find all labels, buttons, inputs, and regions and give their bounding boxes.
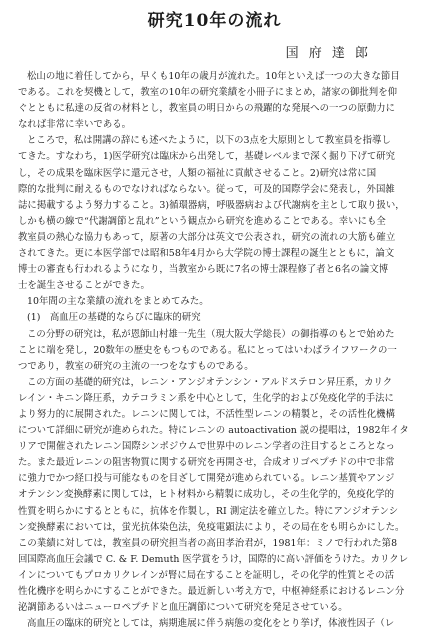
paragraph-line: に強力でかつ経口投与可能なものを目ざして開発が進められている。レニン基質やアンジ (18, 473, 395, 485)
paragraph-line: 性化機序を明らかにすることができた。最近新しい考え方で，中枢神経系におけるレニン分 (18, 586, 405, 597)
paragraph-line: この業績に対しては，教室員の研究担当者の高田孝治君が，1981年：ミノで行われた第8 (18, 537, 398, 549)
paragraph-line: 士を誕生させることができた。 (18, 280, 150, 292)
paragraph-line: この分野の研究は，私が恩師山村雄一先生（現大阪大学総長）の御指導のもとで始めた (27, 328, 395, 340)
paragraph-line: 松山の地に着任してから，早くも10年の歳月が流れた。10年といえば一つの大きな節目 (27, 71, 400, 82)
paragraph-line: レイン・キニン降圧系，カテコラミン系を中心として，生化学的および免疫化学的手法に (18, 392, 394, 404)
section-heading: (1) 高血圧の基礎的ならびに臨床的研究 (27, 312, 201, 324)
author-name: 国 府 達 郎 (285, 46, 371, 61)
paragraph-line: この方面の基礎的研究は，レニン・アンジオテンシン・アルドステロン昇圧系，カリク (27, 376, 393, 388)
paragraph-line: つであり，教室の研究の主流の一つをなすものである。 (18, 360, 254, 372)
paragraph-line: 10年間の主な業績の流れをまとめてみた。 (27, 296, 209, 308)
body-text (18, 69, 414, 632)
paragraph-line: されてきた。更に本医学部では昭和58年4月から大学院の博士課程の誕生とともに，論文 (18, 248, 395, 260)
paragraph-line: オテンシン変換酵素に関しては，ヒト材料から精製に成功し，その生化学的，免疫化学的 (18, 489, 395, 501)
paragraph-line: ン変換酵素においては，蛍光抗体染色法，免疫電顕法により，その局在をも明らかにした。 (18, 521, 405, 533)
paragraph-line: である。これを契機として，教室の10年の研究業績を小冊子にまとめ，諸家の御批判を仰 (18, 87, 398, 99)
paragraph-line: 回国際高血圧会議で C. & F. Demuth 医学賞をうけ，国際的に高い評価をうけた。カリクレ (18, 553, 409, 565)
paragraph-line: た。また最近レニンの阻害物質に関する研究を再開させ，合成オリゴペプチドの中で非常 (18, 457, 395, 469)
paragraph-line: 泌調節あるいはニューロペプチドと血圧調節について研究を発足させている。 (18, 602, 348, 614)
paragraph-line: より努力的に展開された。レニンに関しては，不活性型レニンの精製と，その活性化機構 (18, 408, 396, 420)
page-title: 研究10年の流れ (147, 11, 282, 31)
paragraph-line: しかも横の線で“代謝調節と乱れ”という観点から研究を進めることである。幸いにも全 (18, 215, 386, 227)
paragraph-line: てきた。すなわち，1)医学研究は臨床から出発して，基礎レベルまで深く掘り下げて研究 (18, 151, 396, 163)
paragraph-line: ことに端を発し，20数年の歴史をもつものである。私にとってはいわばライフワークの一 (18, 344, 397, 356)
paragraph-line: 誌に掲載するよう努力すること。3)循環器病，呼吸器病および代謝病を主として取り扱い， (18, 199, 405, 211)
paragraph-line: ところで，私は開講の辞にも述べたように，以下の3点を大原則として教室員を指導し (27, 135, 391, 147)
paragraph-line: 性質を明らかにするとともに，抗体を作製し，RI 測定法を確立した。特にアンジオテンシ (18, 505, 399, 517)
paragraph-line: なれば非常に幸いである。 (18, 119, 132, 131)
paragraph-line: ぐとともに私達の反省の材料とし，教室員の明日からの飛躍的な発展への一つの原動力に (18, 103, 396, 115)
paragraph-line: について詳細に研究が進められた。特にレニンの autoactivation 説の提唱は，1982年イタ (18, 425, 409, 437)
paragraph-line: インについてもプロカリクレインが腎に局在することを証明し，その化学的性質とその活 (18, 569, 395, 581)
paragraph-line: 際的な批判に耐えるものでなければならない。従って，可及的国際学会に発表し，外国雑 (18, 183, 395, 195)
paragraph-line: 高血圧の臨床的研究としては，病期進展に伴う病態の変化をとり挙げ，体液性因子（レ (27, 618, 395, 630)
paragraph-line: し，その成果を臨床医学に還元させ，人類の福祉に貢献させること。2)研究は常に国 (18, 167, 377, 179)
paragraph-line: リアで開催されたレニン国際シンポジウムで世界中のレニン学者の注目するところとなっ (18, 441, 395, 453)
paragraph-line: 教室員の熱心な協力もあって，原著の大部分は英文で公表され，研究の流れの大筋も確立 (18, 231, 396, 243)
paragraph-line: 博士の審査も行われるようになり，当教室から既に7名の博士課程修了者と6名の論文博 (18, 264, 389, 276)
